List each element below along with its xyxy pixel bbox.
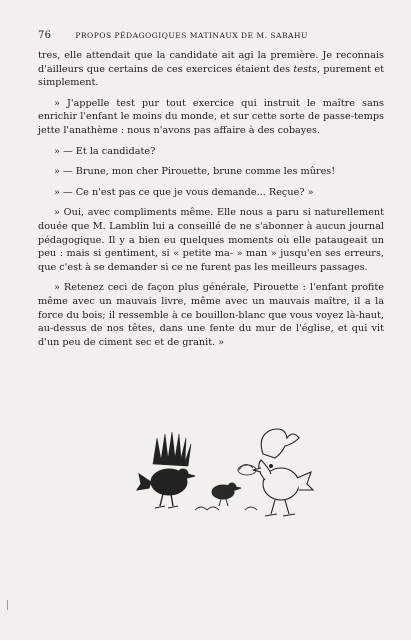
page-number: 76 — [38, 30, 52, 41]
page-header — [38, 30, 391, 41]
body-text — [38, 49, 384, 356]
paragraph-text: tres, elle attendait que la candidate ait agi la première. Je reconnais d'ailleurs que certains de ces exercices étaient des — [38, 50, 384, 75]
paragraph: » — Ce n'est pas ce que je vous demande... Reçue? » — [54, 186, 314, 198]
scan-edge-mark — [7, 600, 8, 610]
paragraph-text: , purement et simplement. — [38, 63, 384, 89]
birds-vignette-icon — [135, 424, 315, 524]
paragraph: » — Brune, mon cher Pirouette, brune comme les mûres! — [54, 166, 336, 178]
italic-word: tests — [293, 63, 317, 75]
paragraph: » J'appelle test pur tout exercice qui instruit le maître sans enrichir l'enfant le moins du monde, et sur cette sorte de passe-temps jette l'anathème : nous n'avons pas affaire à des cobayes. — [38, 97, 384, 136]
running-head: PROPOS PÉDAGOGIQUES MATINAUX DE M. SABAHU — [75, 31, 308, 40]
paragraph — [38, 49, 384, 90]
paragraph: » Retenez ceci de façon plus générale, Pirouette : l'enfant profite même avec un mauvais livre, même avec un mauvais maître, il a la force du bois; il ressemble à ce bouillon-blanc que vous voyez là-haut, au-dessus de nos têtes, dans une fente du mur de l'église, et qui vit d'un peu de ciment sec et de granit. » — [38, 282, 384, 348]
paragraph: » — Et la candidate? — [54, 145, 156, 157]
paragraph: » Oui, avec compliments même. Elle nous a paru si naturellement douée que M. Lamblin lui a conseillé de ne s'abonner à aucun journal pédagogique. Il y a bien eu quelques moments où elle pataugeait un peu : mais si gentiment, si « petite ma- » man » jusqu'en ses erreurs, que c'est à se demander si ce ne furent pas les meilleurs passages. — [38, 207, 384, 273]
